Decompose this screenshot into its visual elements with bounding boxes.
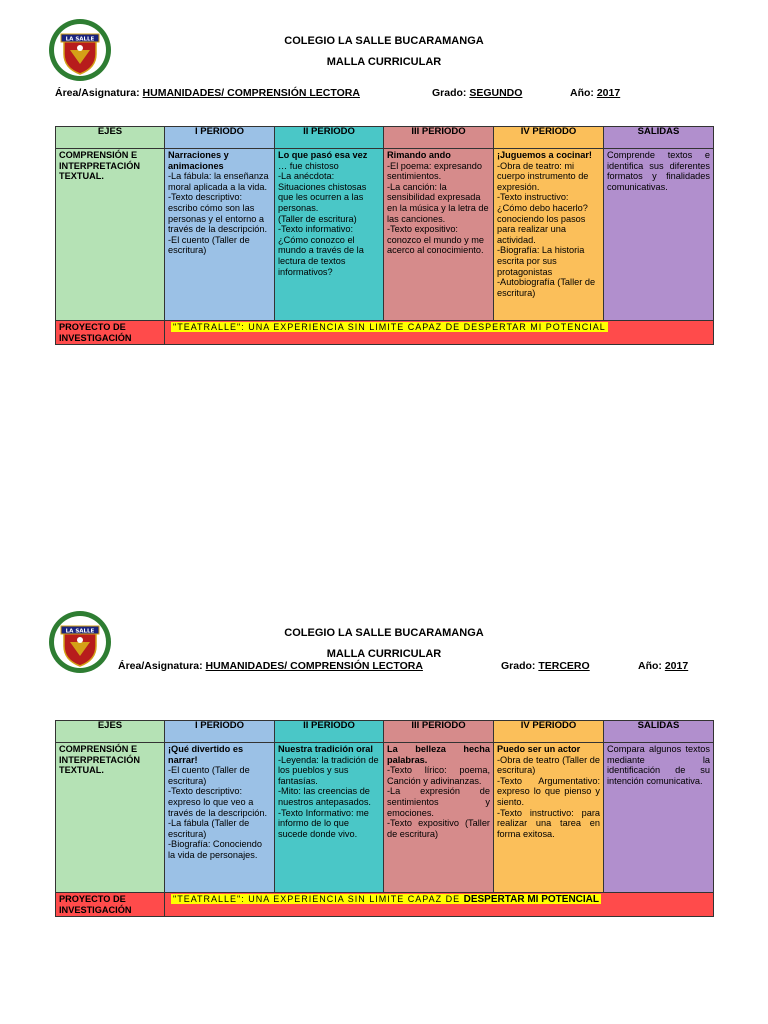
periodo-4-line: -Texto instructivo: ¿Cómo debo hacerlo? conociendo los pasos para realizar una actividad. [497, 192, 588, 245]
periodo-1-line: -El cuento (Taller de escritura) [168, 765, 250, 786]
curriculum-table [55, 126, 714, 345]
periodo-2-line: -Texto informativo: ¿Cómo conozco el mundo a través de la lectura de textos informativos? [278, 224, 364, 277]
periodo-2-title: Nuestra tradición oral [278, 744, 373, 754]
table-header-row [56, 127, 714, 149]
proyecto-text [171, 322, 608, 332]
proyecto-text-main: "TEATRALLE": UNA EXPERIENCIA SIN LIMITE CAPAZ DE DESPERTAR MI POTENCIAL [173, 322, 606, 332]
periodo-1-line: -La fábula: la enseñanza moral aplicada a la vida. [168, 171, 269, 192]
salidas-cell: Comprende textos e identifica sus diferentes formatos y finalidades comunicativas. [604, 149, 714, 321]
school-crest-icon [48, 610, 112, 674]
curriculum-block-segundo [0, 0, 768, 345]
anio-field [638, 660, 688, 672]
periodo-3-line: -El poema: expresando sentimientos. [387, 160, 482, 182]
grado-value: SEGUNDO [469, 87, 523, 99]
periodo-3-line: -Texto expositivo: conozco el mundo y me acerco al conocimiento. [387, 224, 485, 256]
curriculum-table [55, 720, 714, 917]
periodo-1-line: -La fábula (Taller de escritura) [168, 818, 250, 839]
periodo-4-cell [494, 149, 604, 321]
periodo-1-line: -Texto descriptivo: expreso lo que veo a través de la descripción. [168, 786, 268, 818]
school-name: COLEGIO LA SALLE BUCARAMANGA [284, 35, 484, 47]
header-ejes: EJES [56, 127, 165, 149]
header-periodo-2: II PERIODO [275, 721, 384, 743]
area-label: Área/Asignatura: [55, 87, 140, 99]
periodo-3-title: La belleza hecha palabras. [387, 744, 490, 765]
eje-cell: COMPRENSIÓN E INTERPRETACIÓN TEXTUAL. [56, 743, 165, 893]
periodo-1-title: Narraciones y animaciones [168, 150, 229, 171]
periodo-1-line: -Biografía: Conociendo la vida de personajes. [168, 839, 262, 860]
area-value: HUMANIDADES/ COMPRENSIÓN LECTORA [205, 660, 423, 672]
header-periodo-4: IV PERIODO [494, 721, 604, 743]
curriculum-block-tercero [0, 600, 768, 930]
table-header-row [56, 721, 714, 743]
grado-label: Grado: [501, 660, 536, 672]
proyecto-label: PROYECTO DE INVESTIGACIÓN [56, 893, 165, 917]
anio-label: Año: [570, 87, 594, 99]
header-ejes: EJES [56, 721, 165, 743]
periodo-4-line: -Biografía: La historia escrita por sus protagonistas [497, 245, 585, 277]
periodo-3-line: -La canción: la sensibilidad expresada en la música y la letra de las canciones. [387, 181, 489, 224]
periodo-1-cell [165, 149, 275, 321]
periodo-4-line: -Autobiografía (Taller de escritura) [497, 277, 596, 298]
proyecto-text-main: "TEATRALLE": UNA EXPERIENCIA SIN LIMITE CAPAZ DE [173, 894, 464, 904]
table-row [56, 743, 714, 893]
proyecto-text [171, 894, 601, 904]
document-subtitle: MALLA CURRICULAR [326, 56, 442, 68]
proyecto-text-bold: DESPERTAR MI POTENCIAL [463, 894, 600, 905]
periodo-2-line: (Taller de escritura) [278, 213, 357, 224]
school-crest-icon [48, 18, 112, 82]
area-field [118, 660, 423, 672]
grado-label: Grado: [432, 87, 467, 99]
header-periodo-4: IV PERIODO [494, 127, 604, 149]
periodo-4-title: ¡Juguemos a cocinar! [497, 150, 592, 160]
proyecto-label: PROYECTO DE INVESTIGACIÓN [56, 321, 165, 345]
header-periodo-3: III PERIODO [384, 127, 494, 149]
periodo-1-title: ¡Qué divertido es narrar! [168, 744, 244, 765]
periodo-4-title: Puedo ser un actor [497, 744, 581, 754]
anio-label: Año: [638, 660, 662, 672]
proyecto-row [56, 321, 714, 345]
proyecto-cell [165, 321, 714, 345]
periodo-2-line: -La anécdota: Situaciones chistosas que les ocurren a las personas. [278, 171, 367, 213]
area-label: Área/Asignatura: [118, 660, 203, 672]
grado-value: TERCERO [538, 660, 590, 672]
periodo-4-line: -Obra de teatro: mi cuerpo instrumento de expresión. [497, 160, 589, 192]
grado-field [501, 660, 590, 672]
proyecto-cell [165, 893, 714, 917]
periodo-4-cell [494, 743, 604, 893]
salidas-cell: Compara algunos textos mediante la identificación de su intención comunicativa. [604, 743, 714, 893]
periodo-3-line: -La expresión de sentimientos y emociones. [387, 786, 490, 818]
table-row [56, 149, 714, 321]
periodo-2-line: -Leyenda: la tradición de los pueblos y sus fantasías. [278, 754, 379, 786]
periodo-3-line: -Texto expositivo (Taller de escritura) [387, 818, 490, 839]
periodo-3-cell [384, 743, 494, 893]
periodo-4-line: -Texto instructivo: para realizar una tarea en forma exitosa. [497, 807, 600, 839]
periodo-2-line: … fue chistoso [278, 160, 339, 171]
crest-banner-text: LA SALLE [65, 36, 95, 43]
periodo-1-line: -Texto descriptivo: escribo cómo son las personas y el entorno a través de la descripción. [168, 192, 268, 235]
anio-field [570, 87, 620, 99]
header-periodo-3: III PERIODO [384, 721, 494, 743]
periodo-1-cell [165, 743, 275, 893]
periodo-2-title: Lo que pasó esa vez [278, 150, 368, 160]
periodo-2-cell [275, 149, 384, 321]
document-subtitle: MALLA CURRICULAR [326, 648, 442, 660]
proyecto-row [56, 893, 714, 917]
anio-value: 2017 [664, 660, 689, 672]
header-salidas: SALIDAS [604, 127, 714, 149]
periodo-4-line: -Obra de teatro (Taller de escritura) [497, 754, 600, 776]
periodo-2-cell [275, 743, 384, 893]
area-value: HUMANIDADES/ COMPRENSIÓN LECTORA [142, 87, 360, 99]
periodo-1-line: -El cuento (Taller de escritura) [168, 234, 250, 256]
periodo-2-line: -Texto Informativo: me informo de lo que sucede donde vivo. [278, 807, 369, 839]
header-periodo-1: I PERIODO [165, 127, 275, 149]
periodo-4-line: -Texto Argumentativo: expreso lo que pienso y siento. [497, 775, 600, 807]
anio-value: 2017 [596, 87, 621, 99]
crest-banner-text: LA SALLE [65, 628, 95, 635]
header-periodo-2: II PERIODO [275, 127, 384, 149]
periodo-3-line: -Texto lírico: poema, Canción y adivinanzas. [387, 765, 490, 786]
school-name: COLEGIO LA SALLE BUCARAMANGA [284, 627, 484, 639]
periodo-2-line: -Mito: las creencias de nuestros antepasados. [278, 786, 371, 807]
header-periodo-1: I PERIODO [165, 721, 275, 743]
eje-cell: COMPRENSIÓN E INTERPRETACIÓN TEXTUAL. [56, 149, 165, 321]
grado-field [432, 87, 522, 99]
header-salidas: SALIDAS [604, 721, 714, 743]
periodo-3-title: Rimando ando [387, 150, 451, 160]
periodo-3-cell [384, 149, 494, 321]
area-field [55, 87, 360, 99]
